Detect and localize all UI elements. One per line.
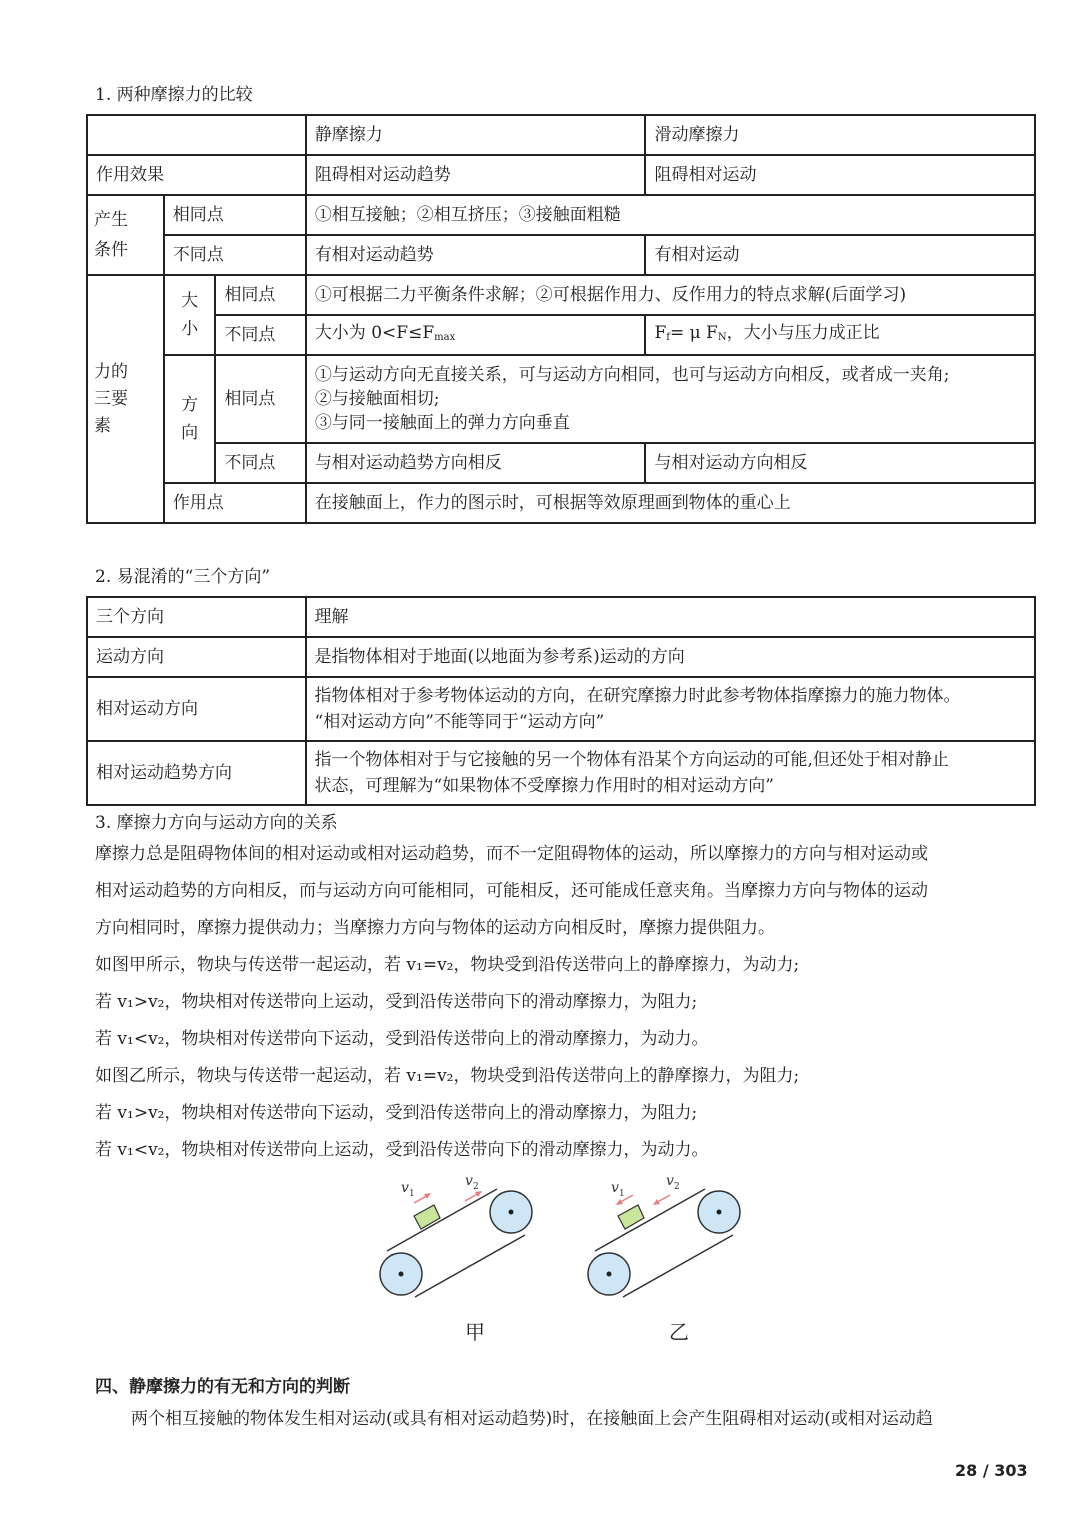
desc-line: 指物体相对于参考物体运动的方向，在研究摩擦力时此参考物体指摩擦力的施力物体。 (314, 686, 961, 706)
paragraph-line: 如图乙所示，物块与传送带一起运动，若 v₁=v₂，物块受到沿传送带向上的静摩擦力，为阻力; (95, 1066, 800, 1086)
condition-diff-label: 不同点 (164, 235, 306, 275)
condition-diff-static: 有相对运动趋势 (306, 235, 646, 275)
conveyor-b (588, 1173, 740, 1297)
table-row (87, 275, 1035, 315)
condition-label: 产生条件 (94, 210, 128, 260)
size-same-text: ①可根据二力平衡条件求解；②可根据作用力、反作用力的特点求解(后面学习) (306, 275, 1035, 315)
cell-desc: 理解 (306, 597, 1035, 637)
section-4-text: 两个相互接触的物体发生相对运动(或具有相对运动趋势)时，在接触面上会产生阻碍相对运动(或相对运动趋 (131, 1409, 933, 1429)
effect-label: 作用效果 (87, 155, 306, 195)
table-row (87, 443, 1035, 483)
direction-label: 方向 (181, 395, 199, 443)
header-static-friction: 静摩擦力 (306, 115, 646, 155)
table-row (87, 115, 1035, 155)
conveyor-figure (370, 1170, 770, 1350)
direction-same-line-1: ①与运动方向无直接关系，可与运动方向相同，也可与运动方向相反，或者成一夹角; (314, 365, 950, 385)
size-diff-sliding-c: ，大小与压力成正比 (726, 322, 880, 343)
direction-same-label: 相同点 (215, 355, 305, 443)
desc-line: “相对运动方向”不能等同于“运动方向” (314, 712, 605, 732)
point-text: 在接触面上，作力的图示时，可根据等效原理画到物体的重心上 (306, 483, 1035, 523)
cell-desc (306, 741, 1035, 805)
desc-line: 指一个物体相对于与它接触的另一个物体有沿某个方向运动的可能,但还处于相对静止 (314, 750, 949, 770)
cell-term: 三个方向 (87, 597, 306, 637)
condition-diff-sliding: 有相对运动 (645, 235, 1035, 275)
condition-label-cell (87, 195, 164, 275)
condition-same-label: 相同点 (164, 195, 306, 235)
condition-same-text: ①相互接触；②相互挤压；③接触面粗糙 (306, 195, 1035, 235)
paragraph-line: 方向相同时，摩擦力提供动力；当摩擦力方向与物体的运动方向相反时，摩擦力提供阻力。 (95, 918, 775, 938)
point-label: 作用点 (164, 483, 306, 523)
direction-same-line-3: ③与同一接触面上的弹力方向垂直 (314, 413, 570, 433)
direction-diff-sliding: 与相对运动方向相反 (645, 443, 1035, 483)
effect-sliding: 阻碍相对运动 (645, 155, 1035, 195)
section-2-heading: 2. 易混淆的“三个方向” (95, 567, 271, 587)
caption-a: 甲 (465, 1320, 485, 1344)
size-diff-label: 不同点 (215, 315, 305, 355)
page-number: 28 / 303 (955, 1461, 1028, 1480)
desc-line: 状态，可理解为“如果物体不受摩擦力作用时的相对运动方向” (314, 776, 774, 796)
effect-static: 阻碍相对运动趋势 (306, 155, 646, 195)
table-row (87, 483, 1035, 523)
section-1-heading: 1. 两种摩擦力的比较 (95, 85, 253, 105)
label-v2-b: v (666, 1173, 674, 1189)
table-row (87, 355, 1035, 443)
friction-comparison-table (86, 114, 1036, 524)
size-diff-static-text: 大小为 0<F≤F (314, 322, 435, 343)
direction-same-line-2: ②与接触面相切; (314, 389, 440, 409)
label-v1-b-sub: 1 (619, 1189, 625, 1199)
direction-same-text (306, 355, 1035, 443)
label-v2-b-sub: 2 (674, 1182, 680, 1192)
direction-diff-label: 不同点 (215, 443, 305, 483)
size-diff-sliding-a: F (654, 322, 667, 343)
size-diff-static (306, 315, 646, 355)
paragraph-line: 摩擦力总是阻碍物体间的相对运动或相对运动趋势，而不一定阻碍物体的运动，所以摩擦力的方向与相对运动或 (95, 844, 928, 864)
table-row (87, 741, 1035, 805)
block-a (414, 1205, 440, 1229)
cell-desc (306, 677, 1035, 741)
caption-b: 乙 (669, 1320, 689, 1344)
label-v1-b: v (611, 1180, 619, 1196)
size-same-label: 相同点 (215, 275, 305, 315)
cell-term: 相对运动趋势方向 (87, 741, 306, 805)
direction-label-cell (164, 355, 216, 483)
size-diff-sliding (645, 315, 1035, 355)
section-4-heading: 四、静摩擦力的有无和方向的判断 (95, 1377, 350, 1397)
three-directions-table (86, 596, 1036, 806)
paragraph-line: 若 v₁<v₂，物块相对传送带向上运动，受到沿传送带向下的滑动摩擦力，为动力。 (95, 1140, 709, 1160)
cell-term: 运动方向 (87, 637, 306, 677)
size-label-cell (164, 275, 216, 355)
header-sliding-friction: 滑动摩擦力 (645, 115, 1035, 155)
section-3-heading: 3. 摩擦力方向与运动方向的关系 (95, 813, 338, 833)
paragraph-line: 若 v₁<v₂，物块相对传送带向下运动，受到沿传送带向上的滑动摩擦力，为动力。 (95, 1029, 709, 1049)
table-row (87, 155, 1035, 195)
label-v1-a-sub: 1 (409, 1189, 415, 1199)
paragraph-line: 若 v₁>v₂，物块相对传送带向下运动，受到沿传送带向上的滑动摩擦力，为阻力; (95, 1103, 698, 1123)
size-label: 大小 (181, 291, 199, 339)
empty-header-cell (87, 115, 306, 155)
size-diff-sliding-b: = μ F (669, 322, 718, 343)
size-diff-static-sub: max (434, 331, 456, 343)
cell-desc: 是指物体相对于地面(以地面为参考系)运动的方向 (306, 637, 1035, 677)
table-row (87, 195, 1035, 235)
three-elements-label: 力的三要素 (94, 361, 128, 436)
section-3-body (95, 836, 928, 1169)
three-elements-label-cell (87, 275, 164, 523)
label-v2-a: v (465, 1173, 473, 1189)
table-row (87, 597, 1035, 637)
table-row (87, 677, 1035, 741)
label-v1-a: v (401, 1180, 409, 1196)
conveyor-a (380, 1173, 532, 1297)
paragraph-line: 相对运动趋势的方向相反，而与运动方向可能相同，可能相反，还可能成任意夹角。当摩擦力方向与物体的运动 (95, 881, 928, 901)
direction-diff-static: 与相对运动趋势方向相反 (306, 443, 646, 483)
table-row (87, 235, 1035, 275)
table-row (87, 637, 1035, 677)
paragraph-line: 如图甲所示，物块与传送带一起运动，若 v₁=v₂，物块受到沿传送带向上的静摩擦力，为动力; (95, 955, 800, 975)
size-diff-sliding-sub2: N (717, 331, 727, 343)
cell-term: 相对运动方向 (87, 677, 306, 741)
table-row (87, 315, 1035, 355)
label-v2-a-sub: 2 (473, 1182, 479, 1192)
paragraph-line: 若 v₁>v₂，物块相对传送带向上运动，受到沿传送带向下的滑动摩擦力，为阻力; (95, 992, 698, 1012)
size-diff-sliding-sub1: f (666, 331, 670, 343)
